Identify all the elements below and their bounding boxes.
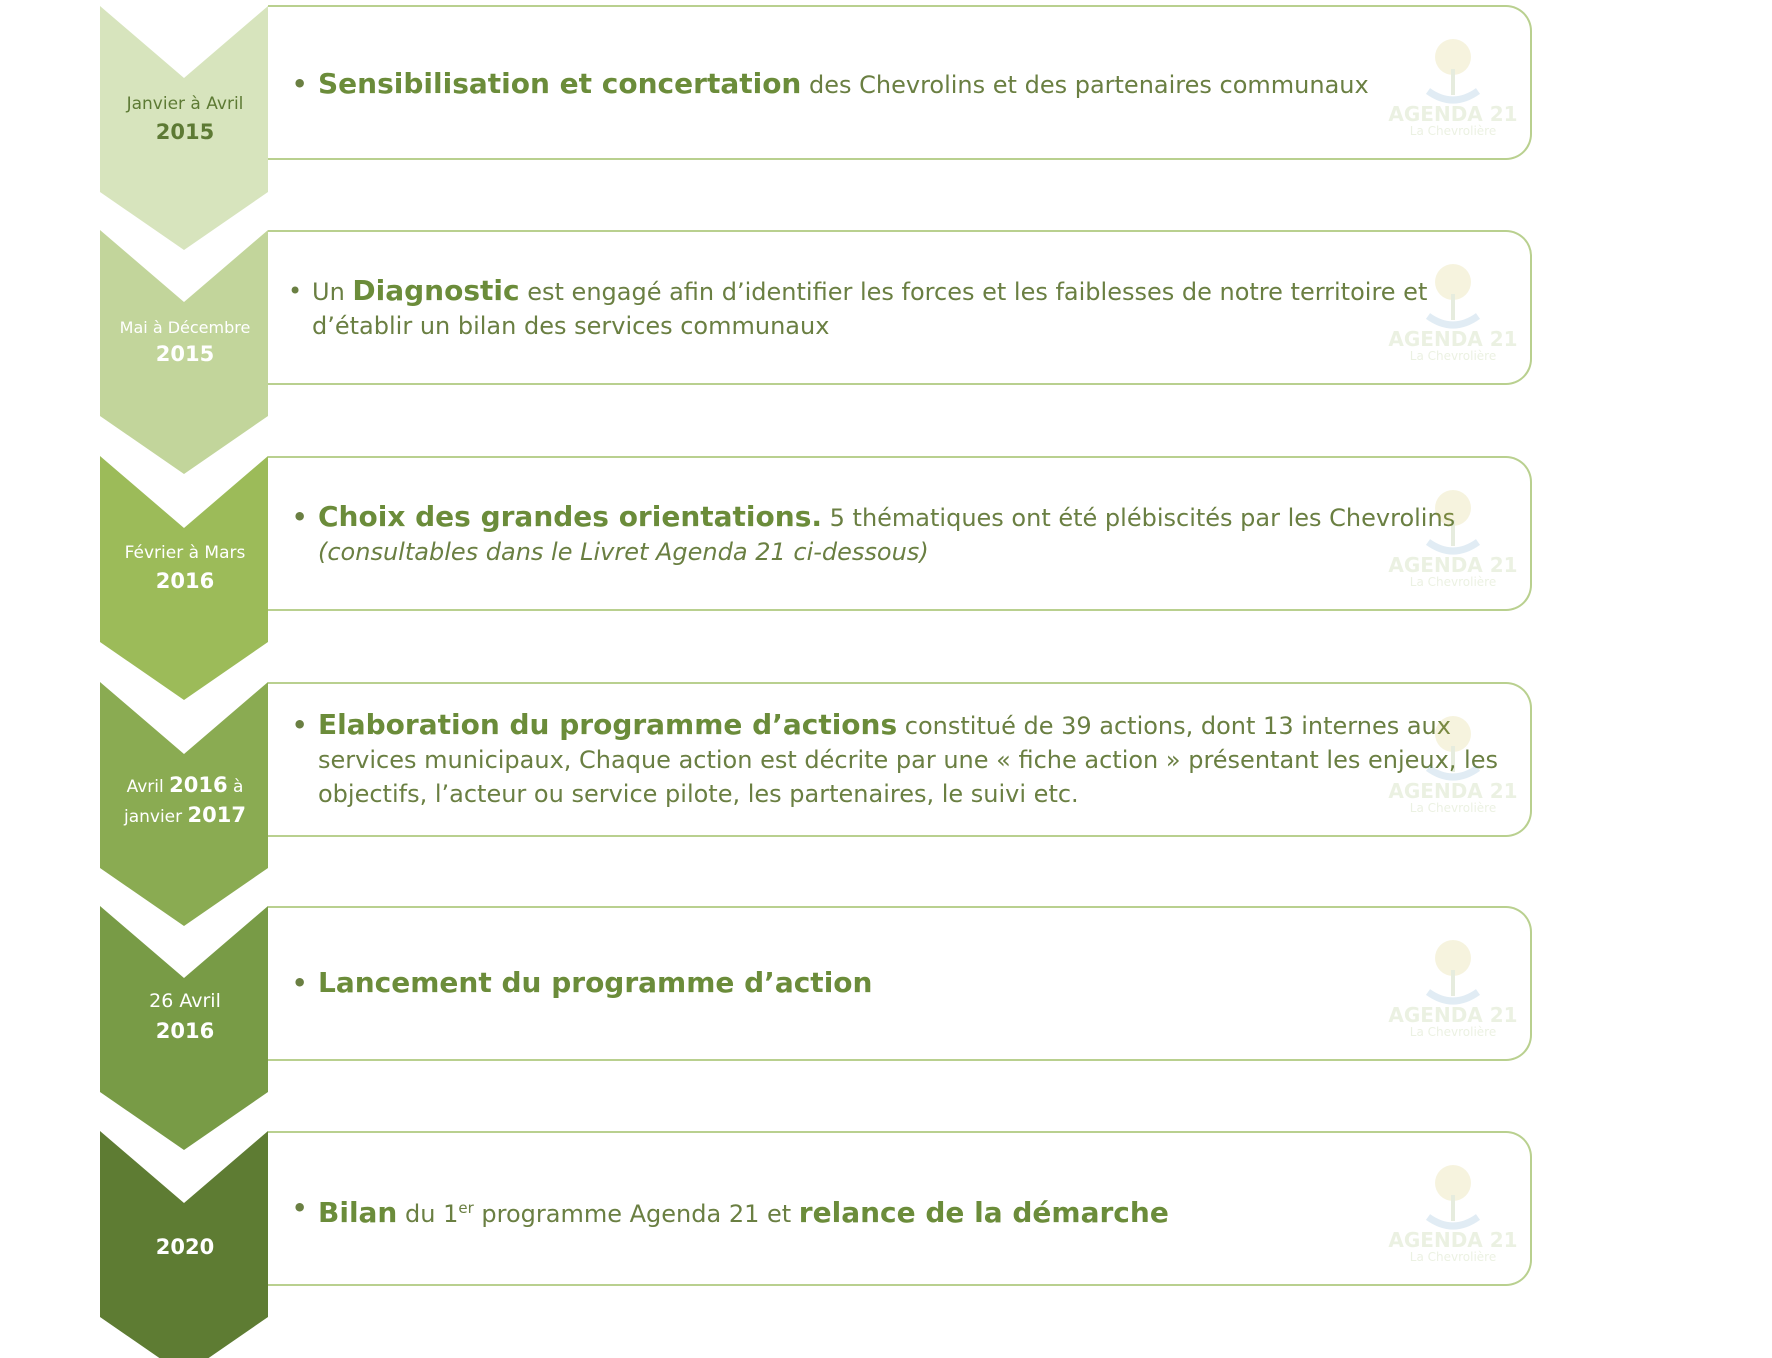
logo-title: AGENDA 21 (1388, 779, 1518, 803)
step-5-bullet: • (292, 969, 308, 997)
step-2-text (286, 274, 1520, 343)
logo-title: AGENDA 21 (1388, 327, 1518, 351)
step-3-body: 5 thématiques ont été plébiscités par les Chevrolins (822, 504, 1456, 532)
step-6-body-b: programme Agenda 21 et (473, 1200, 799, 1228)
logo-subtitle: La Chevrolière (1409, 349, 1497, 363)
step-1-date-period: Janvier à Avril (126, 94, 244, 114)
step-4-date-suffix: janvier (123, 807, 188, 828)
step-5-date-year: 2016 (155, 1018, 215, 1043)
step-5-date-period: 26 Avril (149, 990, 221, 1012)
step-2-body-pre: Un (312, 278, 353, 306)
agenda21-logo-icon (1388, 706, 1518, 816)
step-6-sup: er (458, 1199, 474, 1217)
step-4-strong: Elaboration du programme d’actions (318, 708, 898, 741)
step-4-body: constitué de 39 actions, dont 13 internes aux services municipaux, Chaque action est décrite par une « fiche action » présentant les enjeux, les objectifs, l’acteur ou service pilote, les partenaires, le suivi etc. (318, 712, 1498, 808)
step-6-strong-b: relance de la démarche (798, 1196, 1169, 1229)
agenda21-logo-icon (1388, 930, 1518, 1040)
logo-title: AGENDA 21 (1388, 102, 1518, 126)
step-6-text (292, 1191, 1514, 1231)
agenda21-logo-icon (1388, 254, 1518, 364)
step-1-strong: Sensibilisation et concertation (318, 67, 802, 100)
step-4-date-year-a: 2016 (169, 773, 228, 797)
step-4-date-line-1 (100, 770, 270, 800)
step-3-note: (consultables dans le Livret Agenda 21 ci-dessous) (318, 538, 929, 566)
agenda21-logo-icon (1388, 1155, 1518, 1265)
agenda21-logo-icon (1388, 29, 1518, 139)
step-1-bullet: • (292, 70, 308, 98)
logo-subtitle: La Chevrolière (1409, 575, 1497, 589)
logo-title: AGENDA 21 (1388, 1228, 1518, 1252)
step-4-date (100, 770, 270, 831)
step-2-box (268, 230, 1532, 385)
step-1-body: des Chevrolins et des partenaires communaux (801, 71, 1369, 99)
step-3-text (292, 500, 1514, 569)
logo-subtitle: La Chevrolière (1409, 801, 1497, 815)
step-1-date (100, 92, 270, 147)
step-4-date-line-2 (100, 800, 270, 830)
step-4-box (268, 682, 1532, 837)
step-5-text (292, 966, 1514, 1001)
step-4-bullet: • (292, 711, 308, 739)
step-4-date-year-b: 2017 (187, 803, 246, 828)
step-5-strong: Lancement du programme d’action (318, 966, 873, 999)
step-3-bullet: • (292, 503, 308, 531)
logo-subtitle: La Chevrolière (1409, 1250, 1497, 1264)
step-2-date-period: Mai à Décembre (119, 318, 251, 337)
agenda21-logo-icon (1388, 480, 1518, 590)
step-6-body-a: du 1 (397, 1200, 459, 1228)
step-6-date (100, 1232, 270, 1262)
step-4-date-prefix: Avril (126, 777, 170, 797)
step-6-date-year: 2020 (155, 1235, 215, 1259)
step-2-date (100, 316, 270, 370)
step-2-date-year: 2015 (155, 342, 215, 367)
step-3-date-year: 2016 (155, 568, 215, 593)
step-2-bullet: • (288, 277, 303, 305)
logo-subtitle: La Chevrolière (1409, 124, 1497, 138)
step-2-body: est engagé afin d’identifier les forces et les faiblesses de notre territoire et d’établir un bilan des services communaux (312, 278, 1428, 340)
step-5-box (268, 906, 1532, 1061)
step-3-date-period: Février à Mars (124, 543, 246, 563)
step-4-date-to: à (227, 777, 244, 797)
logo-subtitle: La Chevrolière (1409, 1025, 1497, 1039)
step-1-box (268, 5, 1532, 160)
step-1-text (292, 67, 1514, 102)
step-2-strong: Diagnostic (352, 274, 520, 307)
step-3-date (100, 541, 270, 596)
step-6-strong: Bilan (318, 1196, 398, 1229)
step-3-strong: Choix des grandes orientations. (318, 500, 822, 533)
logo-title: AGENDA 21 (1388, 553, 1518, 577)
step-3-box (268, 456, 1532, 611)
step-5-date (100, 988, 270, 1046)
step-6-bullet: • (292, 1194, 308, 1222)
step-4-text (292, 708, 1514, 811)
logo-title: AGENDA 21 (1388, 1003, 1518, 1027)
step-1-date-year: 2015 (155, 119, 215, 144)
step-6-box (268, 1131, 1532, 1286)
